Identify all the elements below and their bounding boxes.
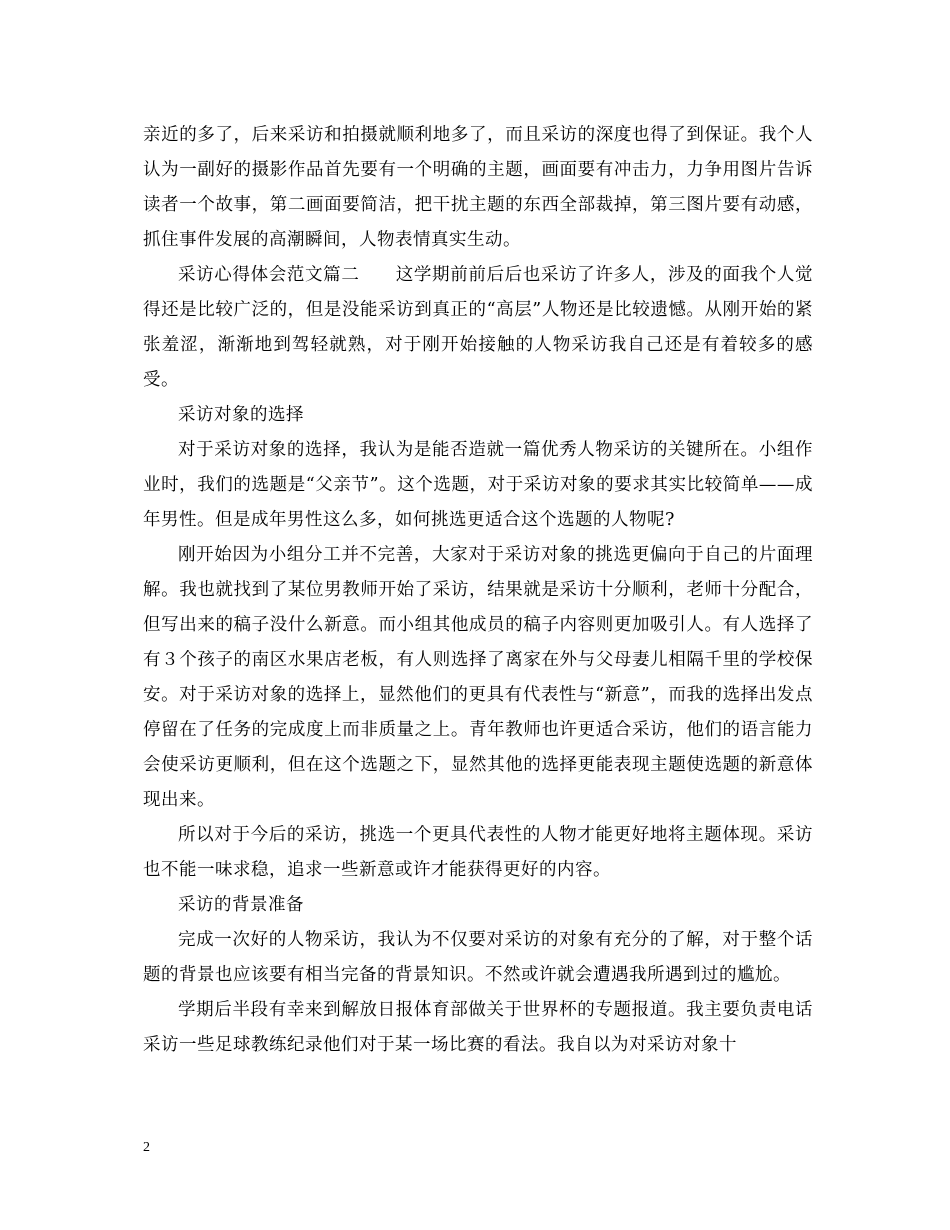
section-heading: 采访的背景准备 [178,895,304,915]
paragraph: 刚开始因为小组分工并不完善，大家对于采访对象的挑选更偏向于自己的片面理解。我也就找到了某位男教师开始了采访，结果就是采访十分顺利，老师十分配合，但写出来的稿子没什么新意。而小组其他成员的稿子内容则更加吸引人。有人选择了有３个孩子的南区水果店老板，有人则选择了离家在外与父母妻儿相隔千里的学校保安。对于采访对象的选择上，显然他们的更具有代表性与“新意”，而我的选择出发点停留在了任务的完成度上而非质量之上。青年教师也许更适合采访，他们的语言能力会使采访更顺利，但在这个选题之下，显然其他的选择更能表现主题使选题的新意体现出来。 [143,545,813,810]
page-number: 2 [143,1140,150,1155]
paragraph: 所以对于今后的采访，挑选一个更具代表性的人物才能更好地将主题体现。采访也不能一味求稳，追求一些新意或许才能获得更好的内容。 [143,825,813,880]
paragraph: 亲近的多了，后来采访和拍摄就顺利地多了，而且采访的深度也得了到保证。我个人认为一副好的摄影作品首先要有一个明确的主题，画面要有冲击力，力争用图片告诉读者一个故事，第二画面要简洁，把干扰主题的东西全部裁掉，第三图片要有动感，抓住事件发展的高潮瞬间，人物表情真实生动。 [143,125,813,250]
paragraph: 对于采访对象的选择，我认为是能否造就一篇优秀人物采访的关键所在。小组作业时，我们的选题是“父亲节”。这个选题，对于采访对象的要求其实比较简单——成年男性。但是成年男性这么多，如何挑选更适合这个选题的人物呢? [143,440,813,530]
paragraph: 完成一次好的人物采访，我认为不仅要对采访的对象有充分的了解，对于整个话题的背景也应该要有相当完备的背景知识。不然或许就会遭遇我所遇到过的尴尬。 [143,930,813,985]
document-body [143,118,813,1063]
paragraph: 采访心得体会范文篇二 这学期前前后后也采访了许多人，涉及的面我个人觉得还是比较广泛的，但是没能采访到真正的“高层”人物还是比较遗憾。从刚开始的紧张羞涩，渐渐地到驾轻就熟，对于刚开始接触的人物采访我自己还是有着较多的感受。 [143,265,813,390]
paragraph: 学期后半段有幸来到解放日报体育部做关于世界杯的专题报道。我主要负责电话采访一些足球教练纪录他们对于某一场比赛的看法。我自以为对采访对象十 [143,1000,813,1055]
section-heading: 采访对象的选择 [178,405,304,425]
